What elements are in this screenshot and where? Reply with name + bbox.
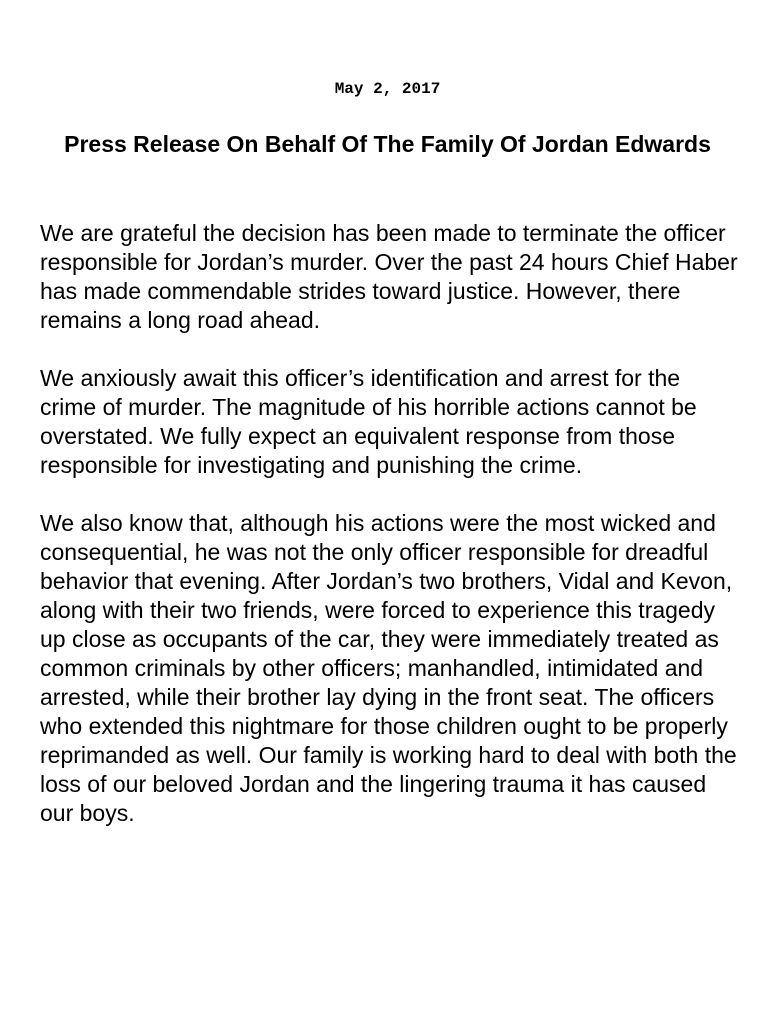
release-body <box>40 219 740 857</box>
page-title: Press Release On Behalf Of The Family Of Jordan Edwards <box>64 131 711 157</box>
release-date: May 2, 2017 <box>334 80 441 98</box>
body-paragraph-2: We anxiously await this officer’s identification and arrest for the crime of murder. The magnitude of his horrible actions cannot be overstated. We fully expect an equivalent response from those responsible for investigating and punishing the crime. <box>40 365 697 478</box>
body-paragraph-3: We also know that, although his actions were the most wicked and consequential, he was not the only officer responsible for dreadful behavior that evening. After Jordan’s two brothers, Vidal and Kevon, along with their two friends, were forced to experience this tragedy up close as occupants of the car, they were immediately treated as common criminals by other officers; manhandled, intimidated and arrested, while their brother lay dying in the front seat. The officers who extended this nightmare for those children ought to be properly reprimanded as well. Our family is working hard to deal with both the loss of our beloved Jordan and the lingering trauma it has caused our boys. <box>40 510 737 826</box>
body-paragraph-1: We are grateful the decision has been made to terminate the officer responsible for Jordan’s murder. Over the past 24 hours Chief Haber has made commendable strides toward justice. However, there remains a long road ahead. <box>40 220 738 333</box>
